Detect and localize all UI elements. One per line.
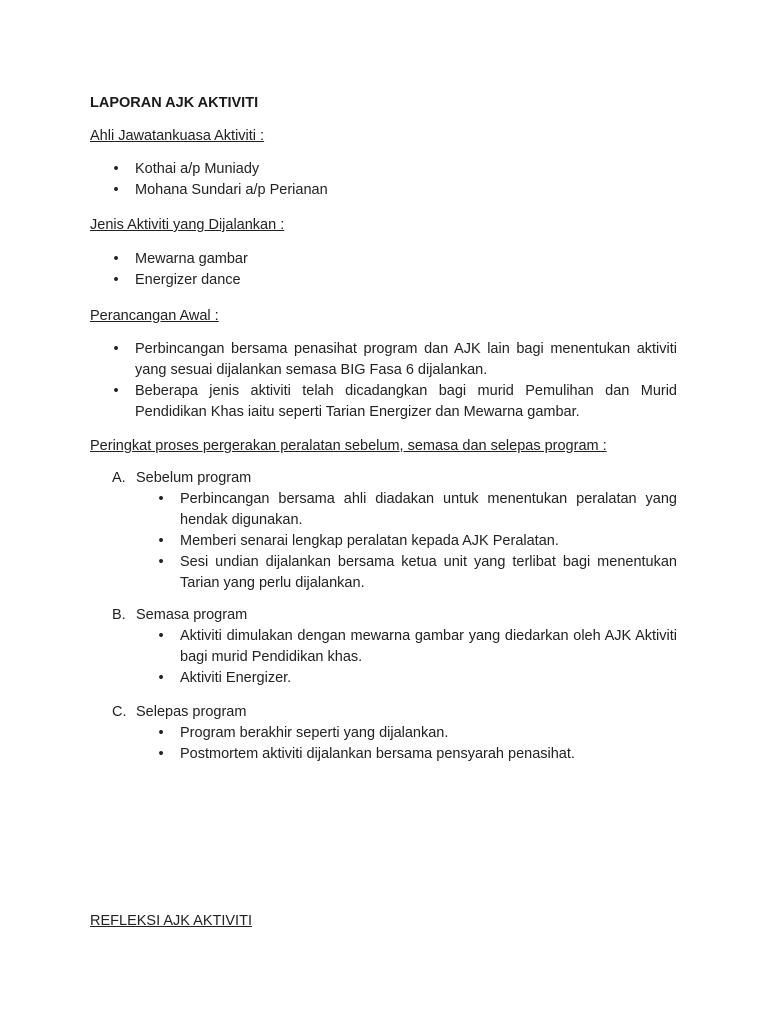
list-item: • Aktiviti Energizer. xyxy=(155,668,677,689)
bullet-icon: • xyxy=(158,670,164,686)
stage-letter: C. xyxy=(112,704,127,720)
document-title: LAPORAN AJK AKTIVITI xyxy=(90,95,259,111)
stage-items xyxy=(155,723,677,765)
activities-list xyxy=(110,249,677,291)
bullet-icon: • xyxy=(158,725,164,741)
bullet-icon: • xyxy=(158,746,164,762)
planning-list xyxy=(110,339,677,423)
list-item: • Beberapa jenis aktiviti telah dicadangkan bagi murid Pemulihan dan Murid Pendidikan Khas iaitu seperti Tarian Energizer dan Mewarna gambar. xyxy=(110,381,677,423)
stage-items xyxy=(155,626,677,689)
stage-letter: B. xyxy=(112,607,126,623)
bullet-icon: • xyxy=(158,628,164,644)
planning-heading: Perancangan Awal : xyxy=(90,308,219,324)
bullet-icon: • xyxy=(113,341,119,357)
list-item: • Sesi undian dijalankan bersama ketua unit yang terlibat bagi menentukan Tarian yang perlu dijalankan. xyxy=(155,552,677,594)
list-item: • Perbincangan bersama ahli diadakan untuk menentukan peralatan yang hendak digunakan. xyxy=(155,489,677,531)
bullet-icon: • xyxy=(113,182,119,198)
list-item: • Postmortem aktiviti dijalankan bersama pensyarah penasihat. xyxy=(155,744,677,765)
list-item: • Memberi senarai lengkap peralatan kepada AJK Peralatan. xyxy=(155,531,677,552)
bullet-icon: • xyxy=(158,491,164,507)
reflection-heading: REFLEKSI AJK AKTIVITI xyxy=(90,913,252,929)
bullet-icon: • xyxy=(113,383,119,399)
list-item: • Mohana Sundari a/p Perianan xyxy=(110,180,677,201)
list-item: • Program berakhir seperti yang dijalankan. xyxy=(155,723,677,744)
stage-items xyxy=(155,489,677,594)
committee-heading: Ahli Jawatankuasa Aktiviti : xyxy=(90,128,265,144)
committee-list xyxy=(110,159,677,201)
bullet-icon: • xyxy=(158,533,164,549)
bullet-icon: • xyxy=(113,251,119,267)
bullet-icon: • xyxy=(113,272,119,288)
list-item: • Energizer dance xyxy=(110,270,677,291)
process-heading: Peringkat proses pergerakan peralatan sebelum, semasa dan selepas program : xyxy=(90,438,607,454)
list-item: • Aktiviti dimulakan dengan mewarna gambar yang diedarkan oleh AJK Aktiviti bagi murid Pendidikan khas. xyxy=(155,626,677,668)
stage-during xyxy=(112,605,682,689)
list-item: • Perbincangan bersama penasihat program dan AJK lain bagi menentukan aktiviti yang sesuai dijalankan semasa BIG Fasa 6 dijalankan. xyxy=(110,339,677,381)
stage-label: C. Selepas program xyxy=(112,702,682,723)
bullet-icon: • xyxy=(113,161,119,177)
stage-before xyxy=(112,468,682,594)
stage-after xyxy=(112,702,682,765)
activities-heading: Jenis Aktiviti yang Dijalankan : xyxy=(90,217,285,233)
list-item: • Mewarna gambar xyxy=(110,249,677,270)
bullet-icon: • xyxy=(158,554,164,570)
stage-letter: A. xyxy=(112,470,126,486)
stage-label: A. Sebelum program xyxy=(112,468,682,489)
list-item: • Kothai a/p Muniady xyxy=(110,159,677,180)
stage-label: B. Semasa program xyxy=(112,605,682,626)
